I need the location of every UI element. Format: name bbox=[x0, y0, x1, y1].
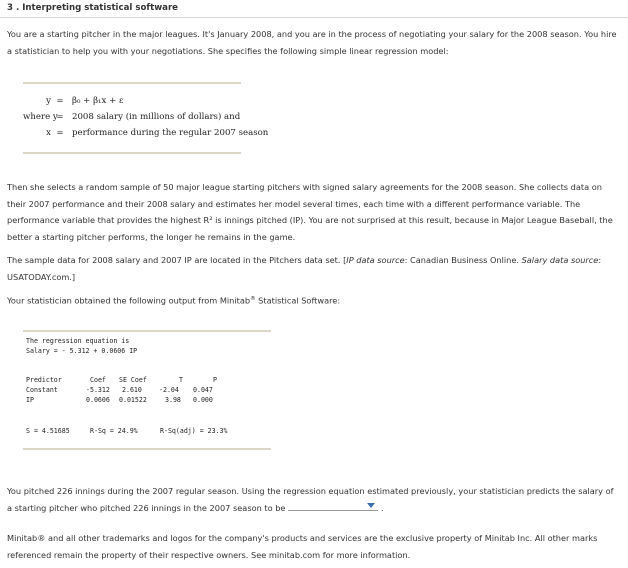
row-constant-se-coef: 2.610 bbox=[122, 386, 142, 394]
title-divider bbox=[0, 17, 628, 18]
model-x-lhs: x bbox=[46, 128, 51, 138]
question-number: 3 bbox=[7, 3, 13, 13]
minitab-intro-paragraph bbox=[7, 291, 619, 309]
data-source-text-2: : Canadian Business Online. bbox=[404, 255, 522, 265]
row-ip-predictor: IP bbox=[26, 396, 34, 404]
row-constant-coef: -5.312 bbox=[86, 386, 110, 394]
question-title bbox=[7, 3, 178, 13]
row-ip-coef: 0.0606 bbox=[86, 396, 110, 404]
model-equals-sign: = bbox=[56, 112, 64, 122]
question-title-text: Interpreting statistical software bbox=[22, 3, 179, 13]
regression-equation-title: The regression equation is bbox=[26, 337, 130, 345]
row-constant-t: -2.04 bbox=[159, 386, 179, 394]
model-eq-lhs: y bbox=[46, 96, 51, 106]
chevron-down-icon[interactable] bbox=[367, 503, 375, 508]
model-x-rhs: performance during the regular 2007 season bbox=[72, 128, 269, 138]
row-constant-p: 0.047 bbox=[193, 386, 213, 394]
minitab-intro-text-1: Your statistician obtained the following output from Minitab bbox=[7, 295, 251, 306]
model-equation-row bbox=[23, 96, 241, 110]
model-equals-sign: = bbox=[56, 128, 64, 138]
model-where-lhs: where y bbox=[23, 112, 58, 122]
data-source-text-3: : USATODAY.com.] bbox=[7, 255, 602, 282]
std-error-s: S = 4.51685 bbox=[26, 427, 70, 435]
minitab-intro-text-2: Statistical Software: bbox=[255, 295, 341, 306]
model-x-definition-row bbox=[23, 128, 269, 142]
col-header-coef: Coef bbox=[90, 376, 106, 384]
col-header-se-coef: SE Coef bbox=[119, 376, 147, 384]
minitab-output-box bbox=[23, 330, 271, 450]
data-source-text-1: The sample data for 2008 salary and 2007 IP are located in the Pitchers data set. [ bbox=[7, 255, 347, 265]
prediction-question-text: You pitched 226 innings during the 2007 regular season. Using the regression equation estimated previously, your statistician predicts the salary of a starting pitcher who pitched 226 innings in the 2007 season to be bbox=[7, 486, 614, 513]
col-header-t: T bbox=[179, 376, 183, 384]
regression-equation: Salary = - 5.312 + 0.0606 IP bbox=[26, 347, 138, 355]
r-squared-adj: R-Sq(adj) = 23.3% bbox=[160, 427, 228, 435]
intro-paragraph: You are a starting pitcher in the major leagues. It's January 2008, and you are in the process of negotiating your salary for the 2008 season. You hire a statistician to help you with your negotiations. She specifies the following simple linear regression model: bbox=[7, 29, 617, 56]
col-header-predictor: Predictor bbox=[26, 376, 62, 384]
data-source-paragraph bbox=[7, 252, 619, 285]
row-constant-predictor: Constant bbox=[26, 386, 58, 394]
model-where-rhs: 2008 salary (in millions of dollars) and bbox=[72, 112, 241, 122]
model-y-definition-row bbox=[23, 112, 241, 126]
col-header-p: P bbox=[213, 376, 217, 384]
sampling-paragraph: Then she selects a random sample of 50 major league starting pitchers with signed salary agreements for the 2008 season. She collects data on their 2007 performance and their 2008 salary and estimates her model several times, each time with a different performance variable. The performance variable that provides the highest R² is innings pitched (IP). You are not surprised at this result, because in Major League Baseball, the better a starting pitcher performs, the longer he remains in the game. bbox=[7, 182, 613, 242]
row-ip-t: 3.98 bbox=[165, 396, 181, 404]
ip-source-label: IP data source bbox=[346, 255, 405, 265]
registered-mark: ® bbox=[250, 296, 256, 302]
prediction-question bbox=[7, 483, 619, 516]
model-eq-rhs: β₀ + β₁x + ε bbox=[72, 96, 124, 106]
prediction-question-end: . bbox=[378, 502, 384, 513]
trademark-footer: Minitab® and all other trademarks and logos for the company's products and services are the exclusive property of Minitab Inc. All other marks referenced remain the property of their respective owners. See minitab.com for more information. bbox=[7, 533, 598, 560]
regression-model-box bbox=[23, 82, 269, 154]
question-separator: . bbox=[12, 3, 23, 13]
row-ip-p: 0.000 bbox=[193, 396, 213, 404]
r-squared: R-Sq = 24.9% bbox=[90, 427, 138, 435]
salary-prediction-dropdown[interactable] bbox=[288, 500, 378, 511]
salary-source-label: Salary data source bbox=[521, 255, 599, 265]
model-equals-sign: = bbox=[56, 96, 64, 106]
row-ip-se-coef: 0.01522 bbox=[119, 396, 147, 404]
